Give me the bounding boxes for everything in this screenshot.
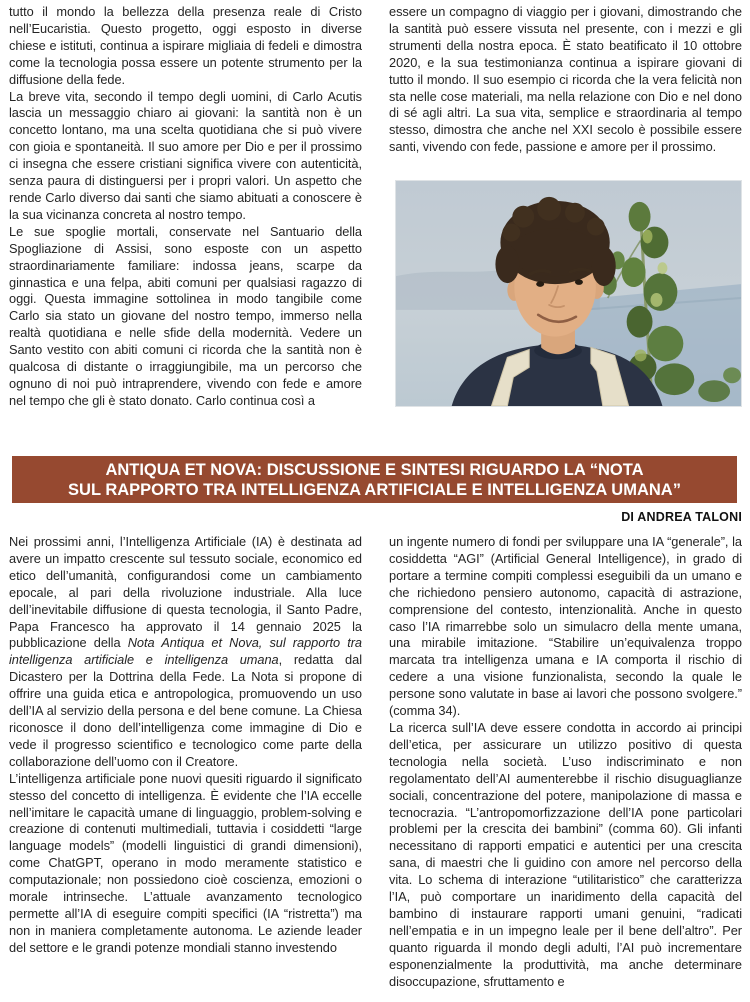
photo-boy-eye-left xyxy=(536,281,544,287)
section-title-banner xyxy=(12,456,737,503)
banner-title-line2: SUL RAPPORTO TRA INTELLIGENZA ARTIFICIALE E INTELLIGENZA UMANA” xyxy=(68,480,681,499)
paragraph: L’intelligenza artificiale pone nuovi quesiti riguardo il significato stesso del concetto di intelligenza. È evidente che l’IA eccelle nell’imitare le capacità umane di linguaggio, problem-solving e creazione di contenuti multimediali, tuttavia i cosiddetti “large language models” (modelli linguistici di grandi dimensioni), come ChatGPT, operano in modo meramente statistico e computazionale; non possiedono cioè coscienza, emozioni o morale intrinseche. L’attuale avanzamento tecnologico permette all’IA di eseguire compiti specifici (IA “ristretta”) ma non in maniera completamente autonoma. Le aziende leader del settore e le grandi potenze mondiali stanno investendo xyxy=(9,770,362,955)
carlo-acutis-portrait-illustration xyxy=(396,181,741,406)
paragraph: un ingente numero di fondi per sviluppare una IA “generale”, la cosiddetta “AGI” (Artificial General Intelligence), in grado di portare a termine compiti complessi eseguibili da un umano e che richiedono pensiero autonomo, capacità di astrazione, comprensione del contesto, intenzionalità. Anche in questo caso l’IA rimarrebbe solo un simulacro della mente umana, una mirabile imitazione. “Stabilire un’equivalenza troppo marcata tra intelligenza umana e IA comporta il rischio di cedere a una visione funzionalista, secondo la quale le persone sono valutate in base ai lavori che possono svolgere.” (comma 34). xyxy=(389,534,742,719)
paragraph: essere un compagno di viaggio per i giovani, dimostrando che la santità può essere vissuta nel presente, con i mezzi e gli strumenti della nostra epoca. È stato beatificato il 10 ottobre 2020, e la sua testimonianza continua a ispirare giovani di tutto il mondo. Il suo esempio ci ricorda che la vera felicità non sta nelle cose materiali, ma nella relazione con Dio e nel dono di sé agli altri. La sua vita, semplice e straordinaria al tempo stesso, dimostra che anche nel XXI secolo è possibile essere santi, vivendo con fede, passione e amore per il prossimo. xyxy=(389,4,742,155)
bottom-article-columns xyxy=(9,534,742,990)
paragraph: Nei prossimi anni, l’Intelligenza Artificiale (IA) è destinata ad avere un impatto crescente sul tessuto sociale, economico ed etico dell’umanità, configurandosi come un cambiamento epocale, al pari della rivoluzione industriale. Alla luce dell’inevitabile diffusione di questa tecnologia, il Santo Padre, Papa Francesco ha approvato il 14 gennaio 2025 la pubblicazione della Nota Antiqua et Nova, sul rapporto tra intelligenza artificiale e intelligenza umana, redatta dal Dicastero per la Dottrina della Fede. La Nota si propone di offrire una guida etica e antropologica, promuovendo un uso dell’IA al servizio della persona e del bene comune. La Chiesa riconosce il dono dell’intelligenza come immagine di Dio e vede il progresso scientifico e tecnologico come parte della collaborazione dell’uomo con il Creatore. xyxy=(9,534,362,769)
byline: DI ANDREA TALONI xyxy=(621,510,742,524)
paragraph: Le sue spoglie mortali, conservate nel Santuario della Spogliazione di Assisi, sono esposte con un aspetto straordinariamente familiare: indossa jeans, scarpe da ginnastica e una felpa, abiti comuni per qualsiasi ragazzo di oggi. Questa immagine sottolinea in modo tangibile come Carlo sia stato un giovane del nostro tempo, immerso nella realtà quotidiana e nelle sfide della modernità. Vedere un Santo vestito con abiti comuni ci ricorda che la santità non è qualcosa di distante o irraggiungibile, ma un percorso che ognuno di noi può intraprendere, vivendo con fede e amore nel tempo che gli è stato donato. Carlo continua così a xyxy=(9,223,362,408)
paragraph: tutto il mondo la bellezza della presenza reale di Cristo nell’Eucaristia. Questo progetto, oggi esposto in diverse chiese e istituti, continua a ispirare migliaia di fedeli e dimostra come la tecnologia possa essere un potente strumento per la diffusione della fede. xyxy=(9,4,362,87)
top-left-column xyxy=(9,4,362,437)
paragraph: La breve vita, secondo il tempo degli uomini, di Carlo Acutis lascia un messaggio chiaro ai giovani: la santità non è un concetto lontano, ma una scelta quotidiana che si può vivere con gioia e spontaneità. Il suo amore per Dio e per il prossimo ci insegna che essere cristiani significa vivere con autenticità, senza paura di distinguersi per i propri valori. Un aspetto che rende Carlo diverso dai santi che siamo abituati a conoscere è la sua vicinanza concreta al nostro tempo. xyxy=(9,88,362,222)
bottom-left-column xyxy=(9,534,362,990)
banner-title-line1: ANTIQUA ET NOVA: DISCUSSIONE E SINTESI RIGUARDO LA “NOTA xyxy=(105,460,644,479)
photo-carlo-acutis xyxy=(395,180,742,407)
photo-boy-eye-right xyxy=(575,279,583,285)
top-right-text xyxy=(389,4,742,156)
paragraph: La ricerca sull’IA deve essere condotta in accordo ai principi dell’etica, per assicurare un utilizzo positivo di questa tecnologia nella società. L’uso indiscriminato e non regolamentato dell’AI aumenterebbe il rischio disuguaglianze sociali, concentrazione del potere, manipolazione di massa e tecnocrazia. “L’antropomorfizzazione dell’IA pone particolari problemi per la crescita dei bambini” (comma 60). Gli infanti necessitano di rapporti empatici e autentici per una crescita sana, di maestri che li guidino con amore nel percorso della vita. Lo schema di interazione “utilitaristico” che caratterizza l’IA, può comportare un inaridimento della capacità del bambino di instaurare rapporti umani genuini, “radicati nell’empatia e in un impegno leale per il bene dell’altro”. Per quanto riguarda il mondo degli adulti, l’AI può incrementare esponenzialmente la produttività, ma anche determinare disoccupazione, sfruttamento e xyxy=(389,719,742,989)
top-right-column xyxy=(389,4,742,437)
top-article-columns xyxy=(9,4,742,437)
bottom-right-column xyxy=(389,534,742,990)
